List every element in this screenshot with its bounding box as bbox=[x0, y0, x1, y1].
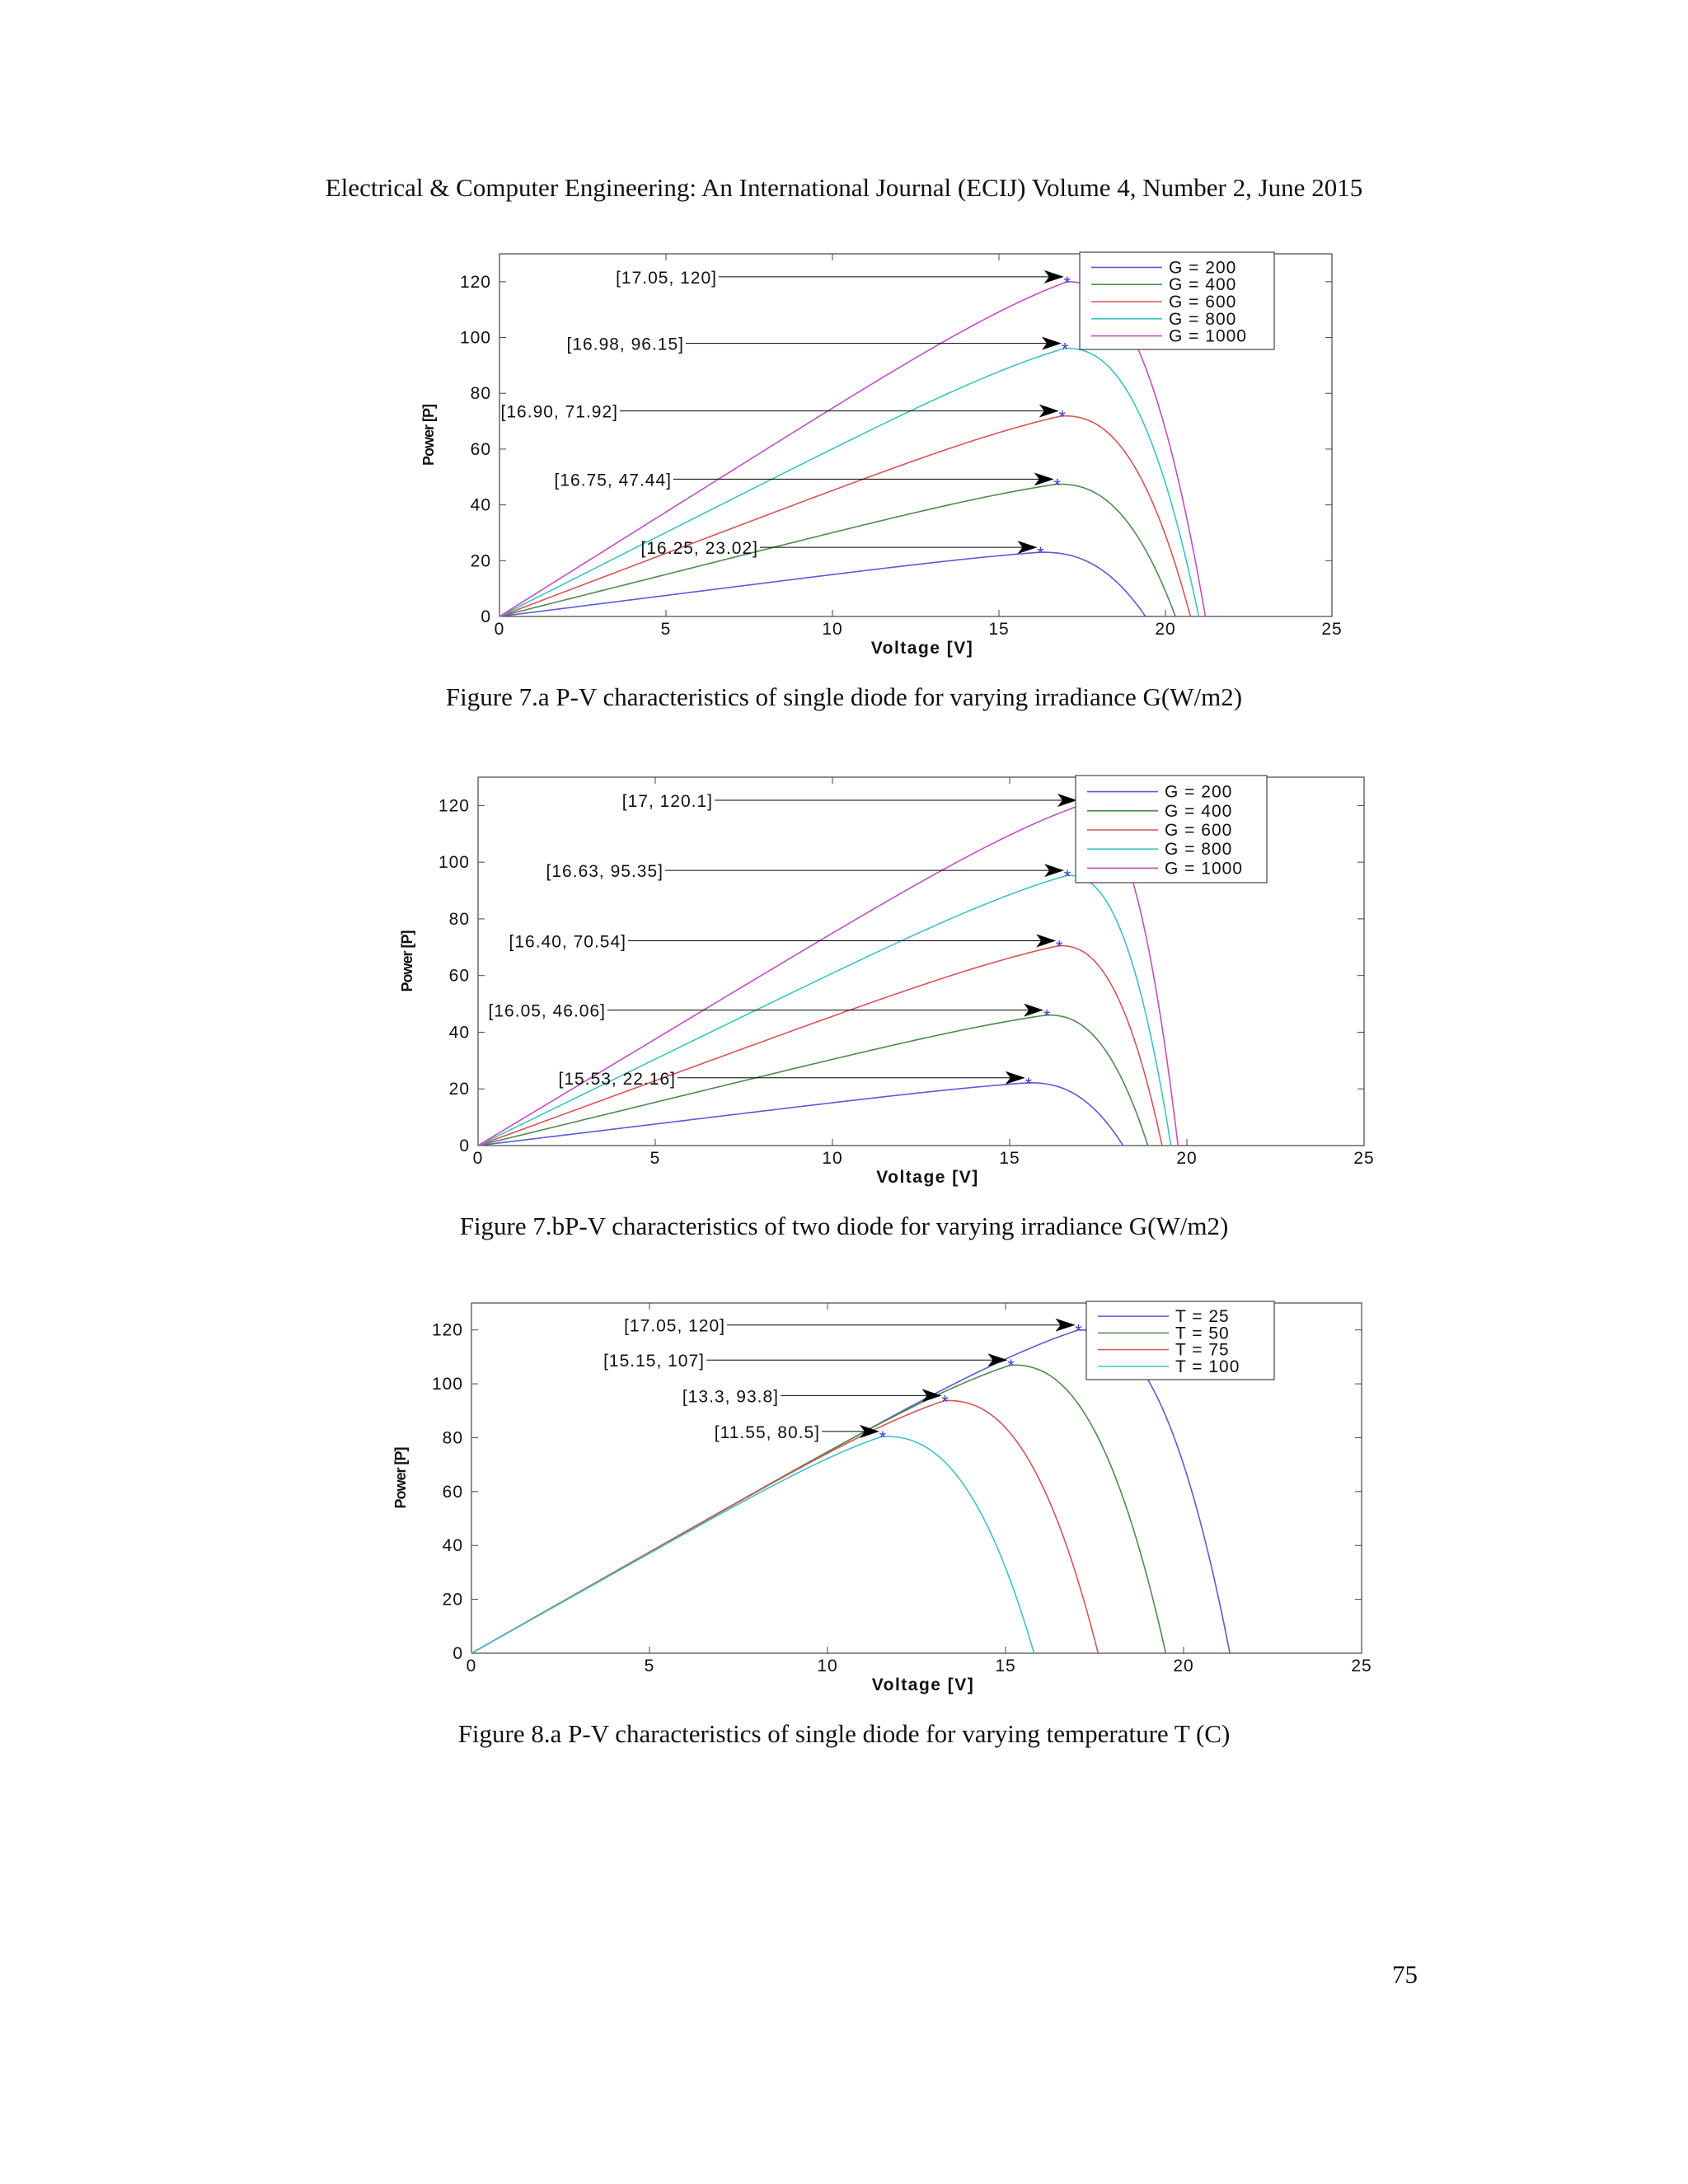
legend-label: G = 200 bbox=[1165, 782, 1233, 802]
y-tick-label: 120 bbox=[431, 1320, 463, 1340]
chart-fig-8a bbox=[375, 1290, 1372, 1694]
mpp-marker: * bbox=[1055, 936, 1063, 958]
y-tick-label: 80 bbox=[470, 384, 491, 404]
mpp-annotation: [16.75, 47.44] bbox=[554, 471, 672, 490]
y-tick-label: 80 bbox=[442, 1428, 463, 1448]
journal-header: Electrical & Computer Engineering: An International Journal (ECIJ) Volume 4, Number 2, June 2015 bbox=[325, 173, 1363, 202]
y-tick-label: 20 bbox=[470, 551, 491, 571]
series-line bbox=[471, 1436, 1034, 1653]
legend-label: G = 600 bbox=[1165, 821, 1233, 840]
legend-label: G = 600 bbox=[1169, 293, 1237, 312]
chart-fig-7a bbox=[404, 239, 1343, 658]
y-tick-label: 60 bbox=[448, 966, 470, 986]
legend-label: T = 75 bbox=[1175, 1340, 1230, 1360]
mpp-marker: * bbox=[1063, 272, 1071, 293]
x-tick-label: 5 bbox=[644, 1657, 655, 1675]
y-axis-label: Power [P] bbox=[399, 930, 415, 992]
x-tick-label: 0 bbox=[494, 620, 505, 639]
mpp-annotation: [15.15, 107] bbox=[603, 1352, 705, 1371]
y-tick-label: 100 bbox=[431, 1375, 463, 1394]
y-axis-label: Power [P] bbox=[420, 404, 437, 466]
mpp-marker: * bbox=[1007, 1356, 1015, 1377]
x-tick-label: 20 bbox=[1173, 1657, 1194, 1675]
mpp-annotation: [13.3, 93.8] bbox=[682, 1387, 779, 1407]
y-tick-label: 100 bbox=[459, 328, 491, 348]
y-tick-label: 40 bbox=[442, 1536, 463, 1556]
mpp-annotation: [17, 120.1] bbox=[621, 792, 713, 812]
mpp-marker: * bbox=[1025, 1073, 1033, 1094]
legend-label: G = 800 bbox=[1169, 309, 1237, 329]
mpp-marker: * bbox=[1043, 1005, 1051, 1027]
x-tick-label: 5 bbox=[649, 1149, 661, 1168]
figure-7a-caption: Figure 7.a P-V characteristics of single diode for varying irradiance G(W/m2) bbox=[445, 682, 1243, 711]
x-tick-label: 10 bbox=[822, 620, 843, 639]
x-axis-label: Voltage [V] bbox=[870, 639, 974, 658]
y-tick-label: 0 bbox=[459, 1137, 470, 1155]
x-tick-label: 0 bbox=[472, 1149, 484, 1168]
legend-label: T = 100 bbox=[1175, 1357, 1240, 1376]
mpp-annotation: [11.55, 80.5] bbox=[714, 1422, 820, 1442]
mpp-annotation: [16.98, 96.15] bbox=[566, 335, 684, 354]
y-tick-label: 0 bbox=[452, 1644, 463, 1663]
mpp-annotation: [17.05, 120] bbox=[616, 268, 717, 288]
mpp-annotation: [16.90, 71.92] bbox=[500, 402, 618, 422]
x-tick-label: 25 bbox=[1353, 1149, 1375, 1168]
mpp-annotation: [15.53, 22.16] bbox=[558, 1069, 676, 1089]
mpp-marker: * bbox=[941, 1391, 949, 1413]
series-line bbox=[499, 552, 1146, 616]
x-tick-label: 10 bbox=[817, 1657, 838, 1675]
y-tick-label: 120 bbox=[438, 796, 470, 816]
legend-label: G = 200 bbox=[1169, 258, 1237, 278]
x-tick-label: 5 bbox=[660, 620, 672, 639]
mpp-annotation: [16.63, 95.35] bbox=[546, 862, 663, 882]
series-line bbox=[471, 1365, 1165, 1653]
mpp-annotation: [16.40, 70.54] bbox=[509, 932, 626, 952]
x-tick-label: 25 bbox=[1351, 1657, 1372, 1675]
x-tick-label: 15 bbox=[995, 1657, 1016, 1675]
mpp-annotation: [16.25, 23.02] bbox=[640, 539, 758, 559]
y-axis-label: Power [P] bbox=[392, 1447, 409, 1509]
y-tick-label: 40 bbox=[470, 495, 491, 515]
x-tick-label: 25 bbox=[1321, 620, 1343, 639]
mpp-annotation: [16.05, 46.06] bbox=[488, 1001, 606, 1021]
y-tick-label: 100 bbox=[438, 853, 470, 873]
x-axis-label: Voltage [V] bbox=[871, 1675, 975, 1694]
mpp-marker: * bbox=[1061, 339, 1069, 360]
mpp-marker: * bbox=[879, 1427, 887, 1448]
y-tick-label: 120 bbox=[459, 272, 491, 292]
mpp-marker: * bbox=[1063, 866, 1071, 888]
legend-label: G = 1000 bbox=[1169, 326, 1247, 346]
page-number: 75 bbox=[1392, 1960, 1418, 1989]
y-tick-label: 20 bbox=[442, 1590, 463, 1610]
y-tick-label: 60 bbox=[470, 439, 491, 459]
x-tick-label: 20 bbox=[1155, 620, 1176, 639]
x-tick-label: 10 bbox=[822, 1149, 843, 1168]
series-line bbox=[499, 416, 1190, 616]
mpp-marker: * bbox=[1075, 1320, 1082, 1342]
figure-8a-caption: Figure 8.a P-V characteristics of single diode for varying temperature T (C) bbox=[457, 1719, 1231, 1748]
legend-label: T = 50 bbox=[1175, 1324, 1230, 1343]
legend-label: G = 1000 bbox=[1165, 859, 1243, 879]
x-tick-label: 0 bbox=[466, 1657, 477, 1675]
series-line bbox=[499, 484, 1175, 616]
mpp-marker: * bbox=[1058, 406, 1067, 428]
x-tick-label: 15 bbox=[988, 620, 1010, 639]
legend-label: G = 400 bbox=[1165, 801, 1233, 821]
mpp-marker: * bbox=[1053, 475, 1061, 496]
legend-label: G = 800 bbox=[1165, 840, 1233, 860]
x-axis-label: Voltage [V] bbox=[876, 1168, 979, 1187]
y-tick-label: 20 bbox=[448, 1080, 470, 1099]
x-tick-label: 15 bbox=[999, 1149, 1020, 1168]
legend-label: G = 400 bbox=[1169, 275, 1237, 295]
mpp-annotation: [17.05, 120] bbox=[624, 1316, 725, 1336]
y-tick-label: 80 bbox=[448, 909, 470, 929]
y-tick-label: 0 bbox=[481, 607, 491, 626]
legend-label: T = 25 bbox=[1175, 1307, 1230, 1327]
mpp-marker: * bbox=[1037, 543, 1044, 565]
x-tick-label: 20 bbox=[1176, 1149, 1198, 1168]
series-line bbox=[478, 945, 1162, 1146]
y-tick-label: 40 bbox=[448, 1023, 470, 1043]
chart-fig-7b bbox=[379, 762, 1375, 1187]
y-tick-label: 60 bbox=[442, 1482, 463, 1502]
figure-7b-caption: Figure 7.bP-V characteristics of two diode for varying irradiance G(W/m2) bbox=[459, 1212, 1229, 1240]
